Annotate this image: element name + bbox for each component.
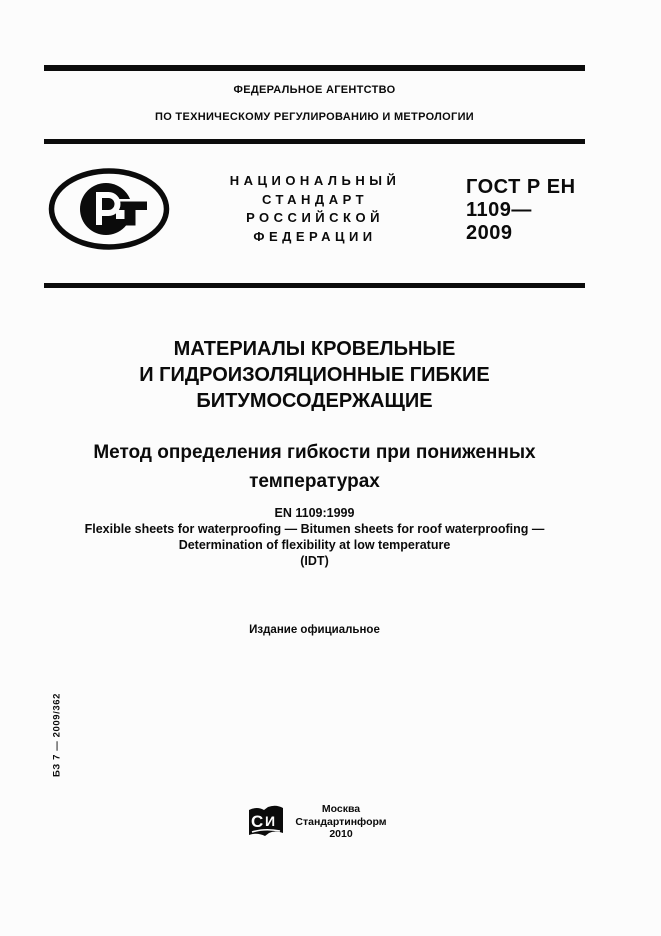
edition-note: Издание официальное	[249, 624, 380, 636]
designation-line: 1109—	[466, 199, 532, 221]
top-rule	[44, 65, 585, 71]
agency-name-line2: ПО ТЕХНИЧЕСКОМУ РЕГУЛИРОВАНИЮ И МЕТРОЛОГИИ	[155, 111, 474, 123]
designation-line: ГОСТ Р ЕН	[466, 176, 576, 198]
standard-type-line: СТАНДАРТ	[261, 191, 369, 207]
subtitle-line: Метод определения гибкости при пониженных	[93, 442, 536, 463]
standard-type-line: ФЕДЕРАЦИИ	[253, 228, 377, 244]
imprint-city: Москва	[321, 803, 361, 815]
svg-text:С: С	[251, 812, 264, 831]
header-rule	[44, 139, 585, 144]
svg-text:И: И	[265, 813, 276, 829]
en-reference-line: Determination of flexibility at low temperature	[178, 538, 451, 552]
designation-line: 2009	[466, 222, 513, 244]
standard-designation	[466, 176, 576, 245]
en-reference-line: (IDT)	[300, 554, 329, 568]
standard-subtitle	[14, 438, 615, 496]
designation-rule	[44, 283, 585, 288]
title-line: БИТУМОСОДЕРЖАЩИЕ	[196, 390, 433, 412]
standard-type-block	[150, 172, 480, 246]
title-line: И ГИДРОИЗОЛЯЦИОННЫЕ ГИБКИЕ	[139, 364, 490, 386]
title-line: МАТЕРИАЛЫ КРОВЕЛЬНЫЕ	[173, 338, 456, 360]
standard-type-line: РОССИЙСКОЙ	[246, 210, 384, 225]
en-reference-line: Flexible sheets for waterproofing — Bitumen sheets for roof waterproofing —	[84, 522, 545, 536]
imprint-block	[266, 803, 416, 841]
en-reference-block	[14, 505, 615, 569]
agency-name-line1: ФЕДЕРАЛЬНОЕ АГЕНТСТВО	[233, 84, 396, 96]
en-reference-line: EN 1109:1999	[274, 506, 355, 520]
subtitle-line: температурах	[249, 471, 380, 492]
imprint-publisher: Стандартинформ	[295, 815, 387, 828]
standard-type-line: НАЦИОНАЛЬНЫЙ	[229, 173, 401, 188]
standard-title	[44, 336, 585, 414]
imprint-year: 2010	[329, 828, 353, 840]
side-registration-code: БЗ 7 — 2009/362	[51, 693, 63, 777]
